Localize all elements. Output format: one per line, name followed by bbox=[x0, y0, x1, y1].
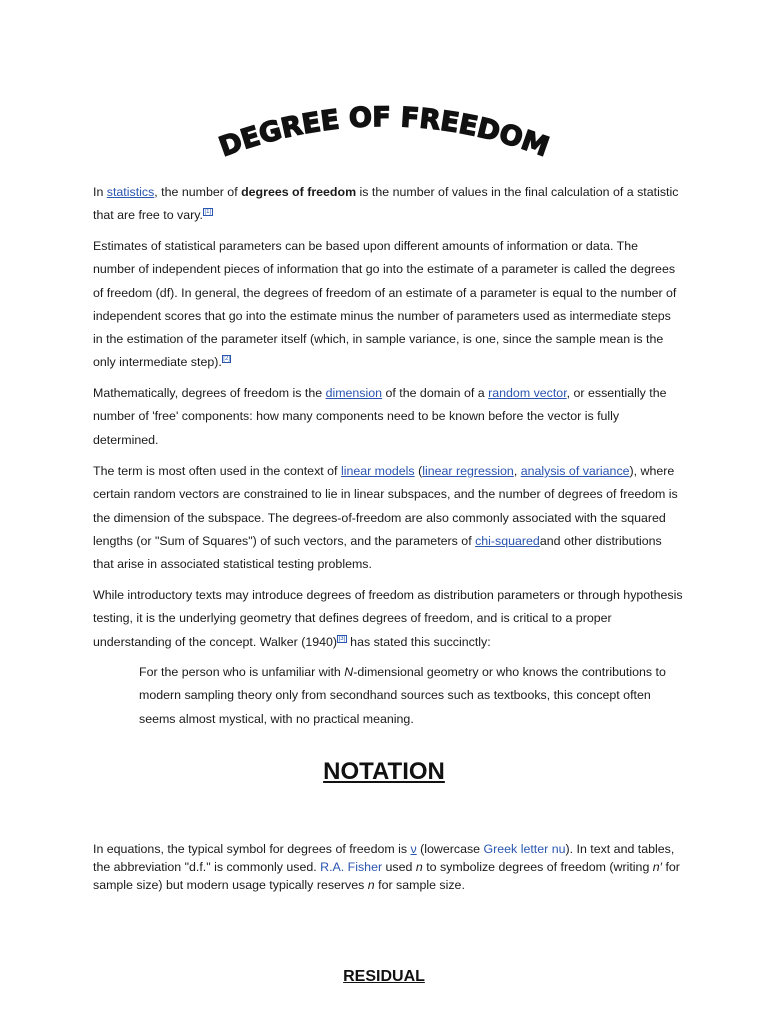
paragraph-linear-models: The term is most often used in the context of linear models (linear regression, analysis of variance), where certain random vectors are constrained to lie in linear subspaces, and the number of degrees of freedom is the dimension of the subspace. The degrees-of-freedom are also commonly associated with the squared lengths (or "Sum of Squares") of such vectors, and the parameters of chi-squaredand other distributions that arise in associated statistical testing problems. bbox=[93, 464, 678, 572]
paragraph-estimates: Estimates of statistical parameters can be based upon different amounts of information or data. The number of independent pieces of information that go into the estimate of a parameter is called the degrees of freedom (df). In general, the degrees of freedom of an estimate of a parameter is equal to the number of independent scores that go into the estimate minus the number of parameters used as intermediate steps in the estimation of the parameter itself (which, in sample variance, is one, since the sample mean is the only intermediate step). [2] bbox=[93, 239, 677, 370]
block-quote: For the person who is unfamiliar with N-dimensional geometry or who knows the contributions to modern sampling theory only from secondhand sources such as textbooks, this concept often seems almost mystical, with no practical meaning. bbox=[139, 665, 666, 726]
link-linear-regression[interactable]: linear regression bbox=[422, 464, 514, 478]
link-linear-models[interactable]: linear models bbox=[340, 464, 415, 478]
link-nu[interactable]: ν bbox=[410, 842, 417, 856]
svg-text:DEGREE OF FREEDOM bbox=[215, 104, 553, 163]
link-ra-fisher[interactable]: R.A. Fisher bbox=[320, 860, 383, 874]
citation-3[interactable]: [3] bbox=[338, 635, 346, 642]
paragraph-definition: In statistics, the number of degrees of freedom is the number of values in the final calculation of a statistic that are free to vary. [1] bbox=[93, 185, 679, 223]
title-text: DEGREE OF FREEDOM bbox=[215, 104, 553, 164]
citation-2[interactable]: [2] bbox=[223, 356, 230, 363]
link-dimension[interactable]: dimension bbox=[325, 386, 383, 400]
link-random-vector[interactable]: random vector bbox=[488, 386, 567, 400]
citation-1[interactable]: [1] bbox=[204, 209, 212, 216]
paragraph-mathematically: Mathematically, degrees of freedom is the dimension of the domain of a random vector, or essentially the number of 'free' components: how many components need to be known before the vector is fully determined. bbox=[93, 386, 667, 447]
residual-heading: RESIDUAL bbox=[343, 968, 425, 985]
paragraph-geometry: While introductory texts may introduce degrees of freedom as distribution parameters or through hypothesis testing, it is the underlying geometry that defines degrees of freedom, and is critical to a proper understanding of the concept. Walker (1940) [3] has stated this succinctly: bbox=[93, 588, 683, 649]
notation-heading: NOTATION bbox=[323, 758, 445, 785]
link-greek-letter-nu[interactable]: Greek letter nu bbox=[483, 842, 566, 856]
paragraph-notation: In equations, the typical symbol for degrees of freedom is ν (lowercase Greek letter nu). In text and tables, the abbreviation "d.f." is commonly used. R.A. Fisher used n to symbolize degrees of freedom (writing n′ for sample size) but modern usage typically reserves n for sample size. bbox=[93, 842, 680, 892]
bold-term: degrees of freedom bbox=[241, 185, 357, 199]
wordart-title bbox=[212, 104, 556, 168]
link-analysis-of-variance[interactable]: analysis of variance bbox=[520, 464, 630, 478]
link-statistics[interactable]: statistics bbox=[106, 185, 155, 199]
link-chi-squared[interactable]: chi-squared bbox=[475, 533, 540, 548]
